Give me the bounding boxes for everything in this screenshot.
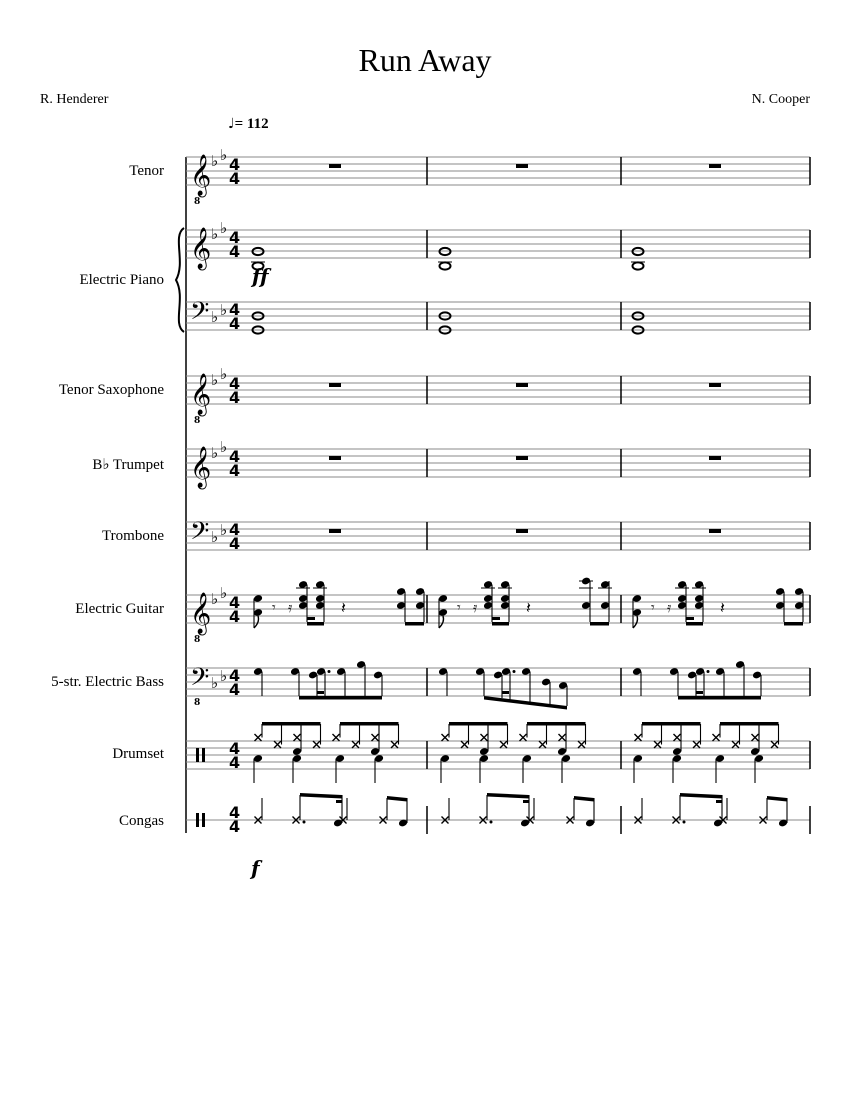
whole-note-icon <box>633 262 644 269</box>
flat-icon: ♭ <box>211 308 219 326</box>
time-sig-denominator: 4 <box>229 388 241 407</box>
x-note-head-icon <box>539 741 546 748</box>
staff-trumpet <box>186 438 810 489</box>
treble-clef-icon: 𝄞 <box>190 228 212 269</box>
staff-electric-guitar <box>186 577 810 645</box>
beam <box>696 691 703 694</box>
x-note-head-icon <box>693 741 700 748</box>
bass-clef-icon: 𝄢 <box>190 517 210 552</box>
x-note-head-icon <box>752 734 759 741</box>
staff-tenor-saxophone <box>186 365 810 426</box>
time-sig-denominator: 4 <box>229 314 241 333</box>
x-note-head-icon <box>461 741 468 748</box>
beam <box>590 622 609 626</box>
sixteenth-rest-icon: 𝄿 <box>288 600 293 616</box>
octave-8-marker: 8 <box>194 197 201 207</box>
instrument-label-trombone: Trombone <box>102 528 164 544</box>
x-note-head-icon <box>255 734 262 741</box>
treble-clef-icon: 𝄞 <box>190 374 212 415</box>
beam <box>405 622 424 626</box>
dot-icon <box>490 821 493 824</box>
beam <box>680 793 722 799</box>
time-sig-numerator: 4 <box>229 666 241 685</box>
brace-icon <box>176 228 184 332</box>
instrument-label-tenor: Tenor <box>129 163 164 179</box>
beam <box>642 722 701 726</box>
whole-rest-icon <box>516 164 528 168</box>
score-title: Run Away <box>358 42 492 78</box>
instrument-label-electric-guitar: Electric Guitar <box>75 601 164 617</box>
beam <box>574 796 594 802</box>
x-note-head-icon <box>391 741 398 748</box>
percussion-clef-icon <box>202 813 205 827</box>
dynamic-fortissimo: ff <box>252 264 269 288</box>
quarter-rest-icon: 𝄽 <box>341 598 346 617</box>
x-note-head-icon <box>352 741 359 748</box>
beam <box>307 622 324 626</box>
beam <box>784 622 803 626</box>
flag-icon <box>254 616 259 628</box>
time-sig-denominator: 4 <box>229 242 241 261</box>
octave-8-marker: 8 <box>194 698 201 708</box>
whole-rest-icon <box>329 529 341 533</box>
beam <box>449 722 508 726</box>
lyricist-credit: R. Henderer <box>40 92 109 107</box>
flat-icon: ♭ <box>211 371 219 389</box>
staff-electric-piano-treble <box>186 219 810 288</box>
time-sig-numerator: 4 <box>229 228 241 247</box>
beam <box>492 622 509 626</box>
whole-rest-icon <box>709 456 721 460</box>
dot-icon <box>707 670 710 673</box>
treble-clef-icon: 𝄞 <box>190 447 212 488</box>
time-sig-denominator: 4 <box>229 817 241 836</box>
time-sig-denominator: 4 <box>229 169 241 188</box>
flat-icon: ♭ <box>220 365 228 383</box>
time-sig-denominator: 4 <box>229 461 241 480</box>
x-note-head-icon <box>481 734 488 741</box>
beam <box>502 691 509 694</box>
x-note-head-icon <box>635 734 642 741</box>
tempo-value: = 112 <box>234 116 269 132</box>
staff-electric-bass <box>186 660 810 709</box>
flat-icon: ♭ <box>220 438 228 456</box>
time-sig-numerator: 4 <box>229 520 241 539</box>
flat-icon: ♭ <box>211 225 219 243</box>
time-sig-numerator: 4 <box>229 447 241 466</box>
composer-credit: N. Cooper <box>751 92 810 107</box>
x-note-head-icon <box>372 734 379 741</box>
time-sig-numerator: 4 <box>229 374 241 393</box>
beam <box>340 722 399 726</box>
beam <box>720 722 779 726</box>
x-note-head-icon <box>442 734 449 741</box>
sixteenth-rest-icon: 𝄿 <box>667 600 672 616</box>
flat-icon: ♭ <box>211 674 219 692</box>
flag-icon <box>633 616 638 628</box>
beam <box>716 800 722 803</box>
flat-icon: ♭ <box>220 301 228 319</box>
flat-icon: ♭ <box>220 521 228 539</box>
staff-congas <box>186 793 810 836</box>
instrument-label-electric-piano: Electric Piano <box>79 272 164 288</box>
flat-icon: ♭ <box>211 152 219 170</box>
beam <box>492 617 500 620</box>
eighth-rest-icon: 𝄾 <box>457 600 461 616</box>
staff-tenor <box>186 146 810 207</box>
sixteenth-rest-icon: 𝄿 <box>473 600 478 616</box>
percussion-clef-icon <box>202 748 205 762</box>
whole-rest-icon <box>329 164 341 168</box>
instrument-label-congas: Congas <box>119 813 164 829</box>
x-note-head-icon <box>771 741 778 748</box>
dot-icon <box>513 670 516 673</box>
x-note-head-icon <box>559 734 566 741</box>
eighth-rest-icon: 𝄾 <box>651 600 655 616</box>
whole-rest-icon <box>329 456 341 460</box>
x-note-head-icon <box>313 741 320 748</box>
beam <box>387 796 407 802</box>
x-note-head-icon <box>732 741 739 748</box>
instrument-label-tenor-saxophone: Tenor Saxophone <box>58 382 164 398</box>
eighth-rest-icon: 𝄾 <box>272 600 276 616</box>
percussion-clef-icon <box>196 748 199 762</box>
x-note-head-icon <box>500 741 507 748</box>
quarter-rest-icon: 𝄽 <box>526 598 531 617</box>
staff-electric-piano-bass <box>186 297 810 334</box>
beam <box>527 722 586 726</box>
dynamic-forte: f <box>251 856 260 880</box>
beam <box>767 796 787 802</box>
x-note-head-icon <box>520 734 527 741</box>
whole-rest-icon <box>709 383 721 387</box>
time-sig-numerator: 4 <box>229 300 241 319</box>
flat-icon: ♭ <box>220 667 228 685</box>
beam <box>262 722 321 726</box>
beam <box>686 617 694 620</box>
beam <box>317 691 324 694</box>
x-note-head-icon <box>674 734 681 741</box>
octave-8-marker: 8 <box>194 416 201 426</box>
time-sig-numerator: 4 <box>229 593 241 612</box>
octave-8-marker: 8 <box>194 635 201 645</box>
beam <box>686 622 703 626</box>
instrument-label-electric-bass: 5-str. Electric Bass <box>51 674 164 690</box>
flat-icon: ♭ <box>211 528 219 546</box>
dot-icon <box>328 670 331 673</box>
beam <box>678 696 761 700</box>
time-sig-denominator: 4 <box>229 680 241 699</box>
beam <box>523 800 529 803</box>
instrument-label-drumset: Drumset <box>112 746 164 762</box>
beam <box>487 793 529 799</box>
treble-clef-icon: 𝄞 <box>190 593 212 634</box>
whole-rest-icon <box>709 529 721 533</box>
beam <box>484 696 567 710</box>
percussion-clef-icon <box>196 813 199 827</box>
x-note-head-icon <box>713 734 720 741</box>
time-sig-denominator: 4 <box>229 753 241 772</box>
beam <box>307 617 315 620</box>
dot-icon <box>303 821 306 824</box>
time-sig-denominator: 4 <box>229 607 241 626</box>
whole-rest-icon <box>516 529 528 533</box>
time-sig-numerator: 4 <box>229 803 241 822</box>
x-note-head-icon <box>654 741 661 748</box>
time-sig-numerator: 4 <box>229 739 241 758</box>
staff-trombone <box>186 517 810 553</box>
whole-note-icon <box>440 262 451 269</box>
beam <box>300 793 342 799</box>
beam <box>336 800 342 803</box>
treble-clef-icon: 𝄞 <box>190 155 212 196</box>
quarter-note-icon: ♩ <box>228 116 235 132</box>
flat-icon: ♭ <box>211 590 219 608</box>
flat-icon: ♭ <box>211 444 219 462</box>
x-note-head-icon <box>578 741 585 748</box>
x-note-head-icon <box>294 734 301 741</box>
whole-rest-icon <box>516 383 528 387</box>
whole-rest-icon <box>329 383 341 387</box>
flat-icon: ♭ <box>220 584 228 602</box>
x-note-head-icon <box>274 741 281 748</box>
bass-clef-icon: 𝄢 <box>190 297 210 332</box>
instrument-label-trumpet: B♭ Trumpet <box>92 457 164 473</box>
flat-icon: ♭ <box>220 219 228 237</box>
time-sig-numerator: 4 <box>229 155 241 174</box>
time-sig-denominator: 4 <box>229 534 241 553</box>
flat-icon: ♭ <box>220 146 228 164</box>
whole-rest-icon <box>709 164 721 168</box>
flag-icon <box>439 616 444 628</box>
bass-clef-icon: 𝄢 <box>190 663 210 698</box>
staff-drumset <box>186 722 810 783</box>
whole-rest-icon <box>516 456 528 460</box>
x-note-head-icon <box>333 734 340 741</box>
dot-icon <box>683 821 686 824</box>
quarter-rest-icon: 𝄽 <box>720 598 725 617</box>
beam <box>299 696 382 700</box>
